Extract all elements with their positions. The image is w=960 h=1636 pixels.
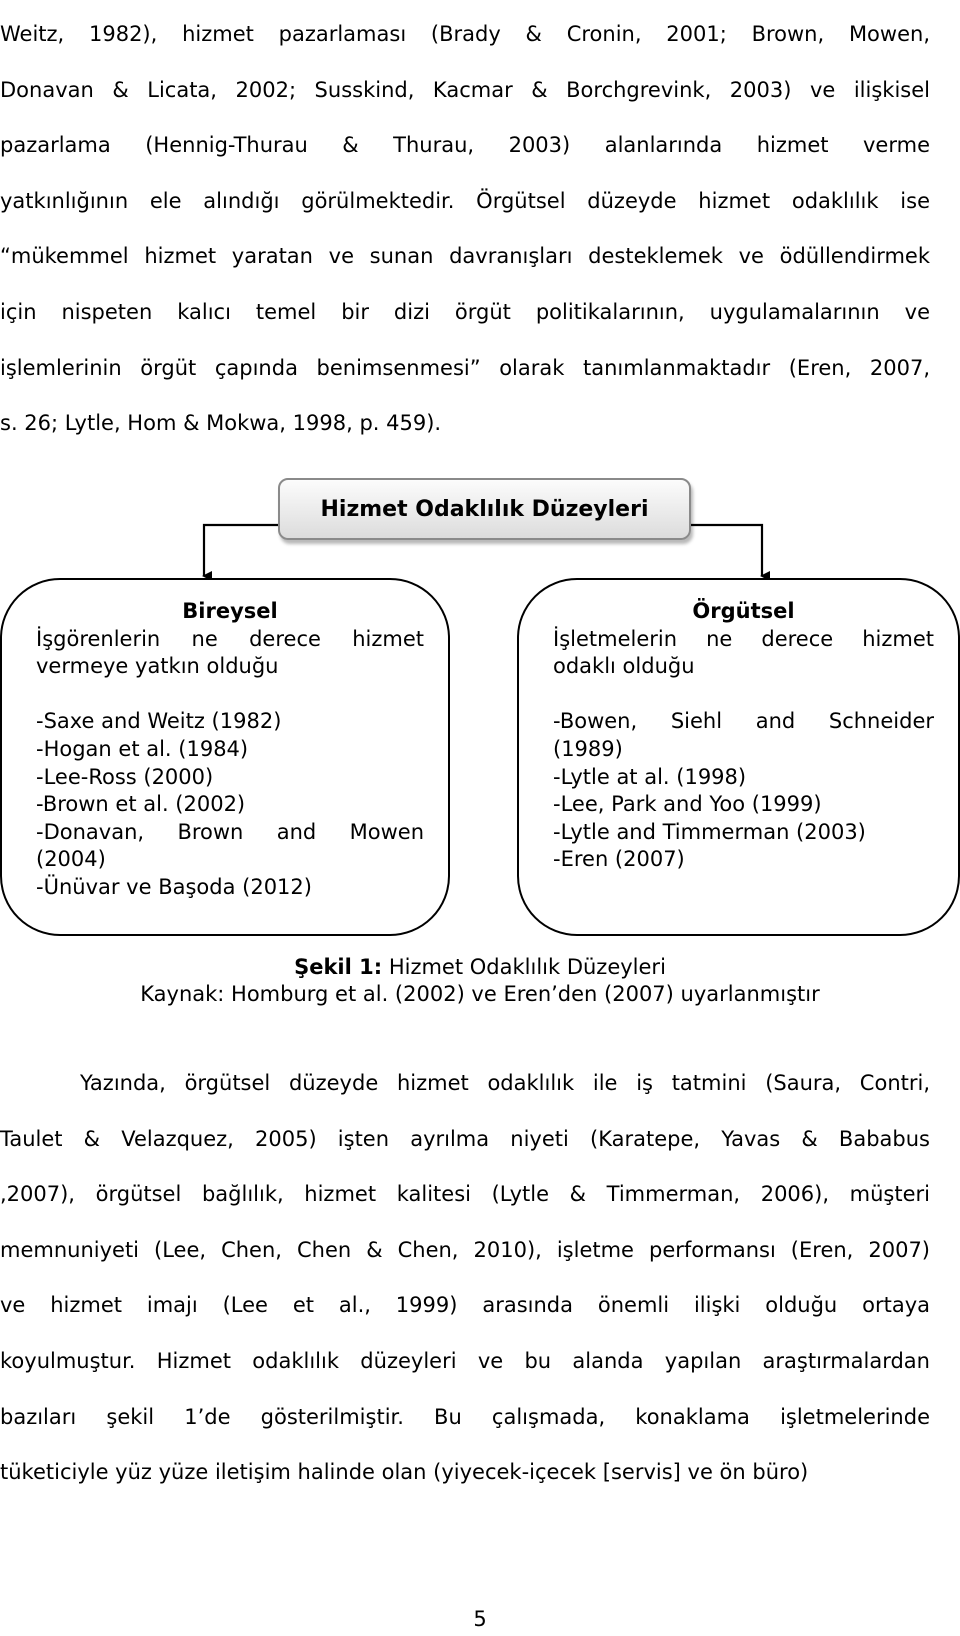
text-line: memnuniyeti (Lee, Chen, Chen & Chen, 2010), işletme performansı (Eren, 2007): [0, 1237, 930, 1262]
caption-label: Şekil 1:: [294, 955, 383, 979]
reference-item: -Bowen, Siehl and Schneider: [553, 709, 934, 734]
caption-title-line: [0, 954, 960, 981]
text-line: İşgörenlerin ne derece hizmet: [36, 626, 424, 651]
orgutsel-title: Örgütsel: [692, 599, 795, 623]
reference-item: -Eren (2007): [553, 847, 685, 872]
orgutsel-level-box: [517, 578, 960, 936]
text-line: s. 26; Lytle, Hom & Mokwa, 1998, p. 459).: [0, 411, 442, 436]
text-line: ,2007), örgütsel bağlılık, hizmet kalitesi (Lytle & Timmerman, 2006), müşteri: [0, 1182, 930, 1207]
text-line: bazıları şekil 1’de gösterilmiştir. Bu çalışmada, konaklama işletmelerinde: [0, 1404, 930, 1429]
bireysel-level-box: [0, 578, 450, 936]
text-line: Donavan & Licata, 2002; Susskind, Kacmar & Borchgrevink, 2003) ve ilişkisel: [0, 77, 930, 102]
bireysel-title: Bireysel: [182, 599, 278, 623]
text-line: pazarlama (Hennig-Thurau & Thurau, 2003) alanlarında hizmet verme: [0, 133, 930, 158]
text-line: koyulmuştur. Hizmet odaklılık düzeyleri ve bu alanda yapılan araştırmalardan: [0, 1348, 930, 1373]
reference-item: -Hogan et al. (1984): [36, 736, 249, 761]
reference-item: -Lytle at al. (1998): [553, 764, 747, 789]
page-number: 5: [473, 1607, 487, 1631]
text-line: yatkınlığının ele alındığı görülmektedir. Örgütsel düzeyde hizmet odaklılık ise: [0, 188, 930, 213]
text-line: Weitz, 1982), hizmet pazarlaması (Brady & Cronin, 2001; Brown, Mowen,: [0, 22, 930, 46]
text-line: ve hizmet imajı (Lee et al., 1999) arasında önemli ilişki olduğu ortaya: [0, 1293, 930, 1318]
orgutsel-references: [553, 708, 934, 874]
reference-item: -Lee-Ross (2000): [36, 764, 214, 789]
connector-right-arrow: [691, 525, 762, 576]
figure-caption: [0, 954, 960, 1008]
reference-item: -Donavan, Brown and Mowen: [36, 819, 424, 844]
diagram-header-box: [278, 478, 691, 540]
body-paragraph-2: [0, 1056, 930, 1501]
orgutsel-description: [553, 626, 934, 681]
body-paragraph-1: [0, 7, 930, 452]
reference-item: -Saxe and Weitz (1982): [36, 709, 282, 734]
text-line: vermeye yatkın olduğu: [36, 654, 279, 679]
text-line: Taulet & Velazquez, 2005) işten ayrılma niyeti (Karatepe, Yavas & Bababus: [0, 1126, 930, 1151]
caption-title: Hizmet Odaklılık Düzeyleri: [382, 955, 666, 979]
text-line: işlemlerinin örgüt çapında benimsenmesi” olarak tanımlanmaktadır (Eren, 2007,: [0, 355, 930, 380]
text-line: Yazında, örgütsel düzeyde hizmet odaklılık ile iş tatmini (Saura, Contri,: [80, 1071, 930, 1095]
caption-source: Kaynak: Homburg et al. (2002) ve Eren’den (2007) uyarlanmıştır: [140, 982, 820, 1006]
diagram-header-title: Hizmet Odaklılık Düzeyleri: [320, 496, 649, 522]
reference-item: -Brown et al. (2002): [36, 792, 246, 817]
text-line: “mükemmel hizmet yaratan ve sunan davranışları desteklemek ve ödüllendirmek: [0, 244, 930, 269]
bireysel-references: [36, 708, 424, 901]
text-line: İşletmelerin ne derece hizmet: [553, 626, 934, 651]
reference-item: (1989): [553, 736, 623, 761]
text-line: odaklı olduğu: [553, 654, 695, 679]
reference-item: -Ünüvar ve Başoda (2012): [36, 874, 312, 899]
reference-item: (2004): [36, 847, 106, 872]
hizmet-odaklilik-diagram: [0, 470, 960, 940]
connector-left-arrow: [204, 525, 278, 576]
text-line: için nispeten kalıcı temel bir dizi örgüt politikalarının, uygulamalarının ve: [0, 299, 930, 324]
reference-item: -Lee, Park and Yoo (1999): [553, 792, 822, 817]
text-line: tüketiciyle yüz yüze iletişim halinde olan (yiyecek-içecek [servis] ve ön büro): [0, 1460, 809, 1485]
reference-item: -Lytle and Timmerman (2003): [553, 819, 866, 844]
bireysel-description: [36, 626, 424, 681]
